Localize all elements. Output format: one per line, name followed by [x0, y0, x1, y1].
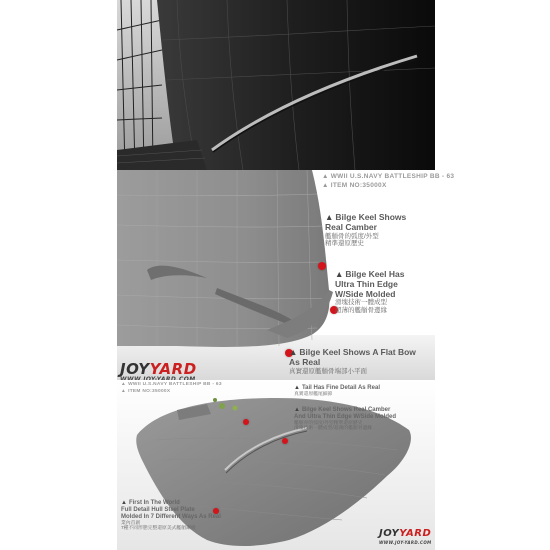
- callout-camber-thin-edge: ▲ Bilge Keel Shows Real Camber And Ultra Thin Edge W/Side Molded 艦艏骨的弧度/外型精準還原歷史 滑塊技術一體成型/超薄的艦艏骨邊緣: [294, 407, 396, 432]
- triangle-bullet-icon: ▲: [121, 500, 127, 506]
- brand-url-small: WWW.JOY-YARD.COM: [379, 540, 432, 545]
- model-header-item: ▲ ITEM NO:35000X: [121, 389, 171, 394]
- triangle-bullet-icon: ▲: [322, 182, 329, 189]
- triangle-bullet-icon: ▲: [289, 347, 298, 357]
- red-dot-marker-icon: [318, 262, 326, 270]
- callout-bilge-camber: ▲ Bilge Keel Shows Real Camber 艦艏骨的弧度/外型 精準還原歷史: [325, 212, 407, 247]
- triangle-bullet-icon: ▲: [325, 212, 334, 222]
- brand-logo-small: JOYYARD: [379, 528, 432, 539]
- callout-flat-bow: ▲ Bilge Keel Shows A Flat Bow As Real 真實還原艦艏骨端部小平面: [289, 347, 416, 375]
- triangle-bullet-icon: ▲: [294, 407, 300, 413]
- callout-tail-detail: ▲ Tail Has Fine Detail As Real 真實還原艦尾細節: [294, 385, 380, 397]
- red-dot-marker-icon: [243, 419, 249, 425]
- hull-header-item: ▲ ITEM NO:35000X: [322, 182, 387, 189]
- model-render-panel: [117, 380, 435, 550]
- historical-photo: [117, 0, 435, 170]
- triangle-bullet-icon: ▲: [121, 382, 127, 387]
- callout-hull-steel-plate: ▲ First In The World Full Detail Hull Steel Plate Molded In 7 Different Ways As Real 業內首創 7種不同形態完整還原美式艦艏鋼板: [121, 500, 221, 532]
- model-header-model: ▲ WWII U.S.NAVY BATTLESHIP BB - 63: [121, 382, 222, 387]
- triangle-bullet-icon: ▲: [294, 385, 300, 391]
- hull-header-model: ▲ WWII U.S.NAVY BATTLESHIP BB - 63: [322, 173, 455, 180]
- triangle-bullet-icon: ▲: [335, 269, 344, 279]
- triangle-bullet-icon: ▲: [121, 389, 127, 394]
- hull-render-panel: [117, 170, 455, 380]
- ship-hull-photo-illustration: [117, 0, 435, 170]
- triangle-bullet-icon: ▲: [322, 173, 329, 180]
- brand-logo: JOYYARD: [120, 360, 197, 378]
- callout-bilge-thin-edge: ▲ Bilge Keel Has Ultra Thin Edge W/Side Molded 滑塊技術一體成型 超薄的艦艏骨邊緣: [335, 269, 405, 314]
- red-dot-marker-icon: [282, 438, 288, 444]
